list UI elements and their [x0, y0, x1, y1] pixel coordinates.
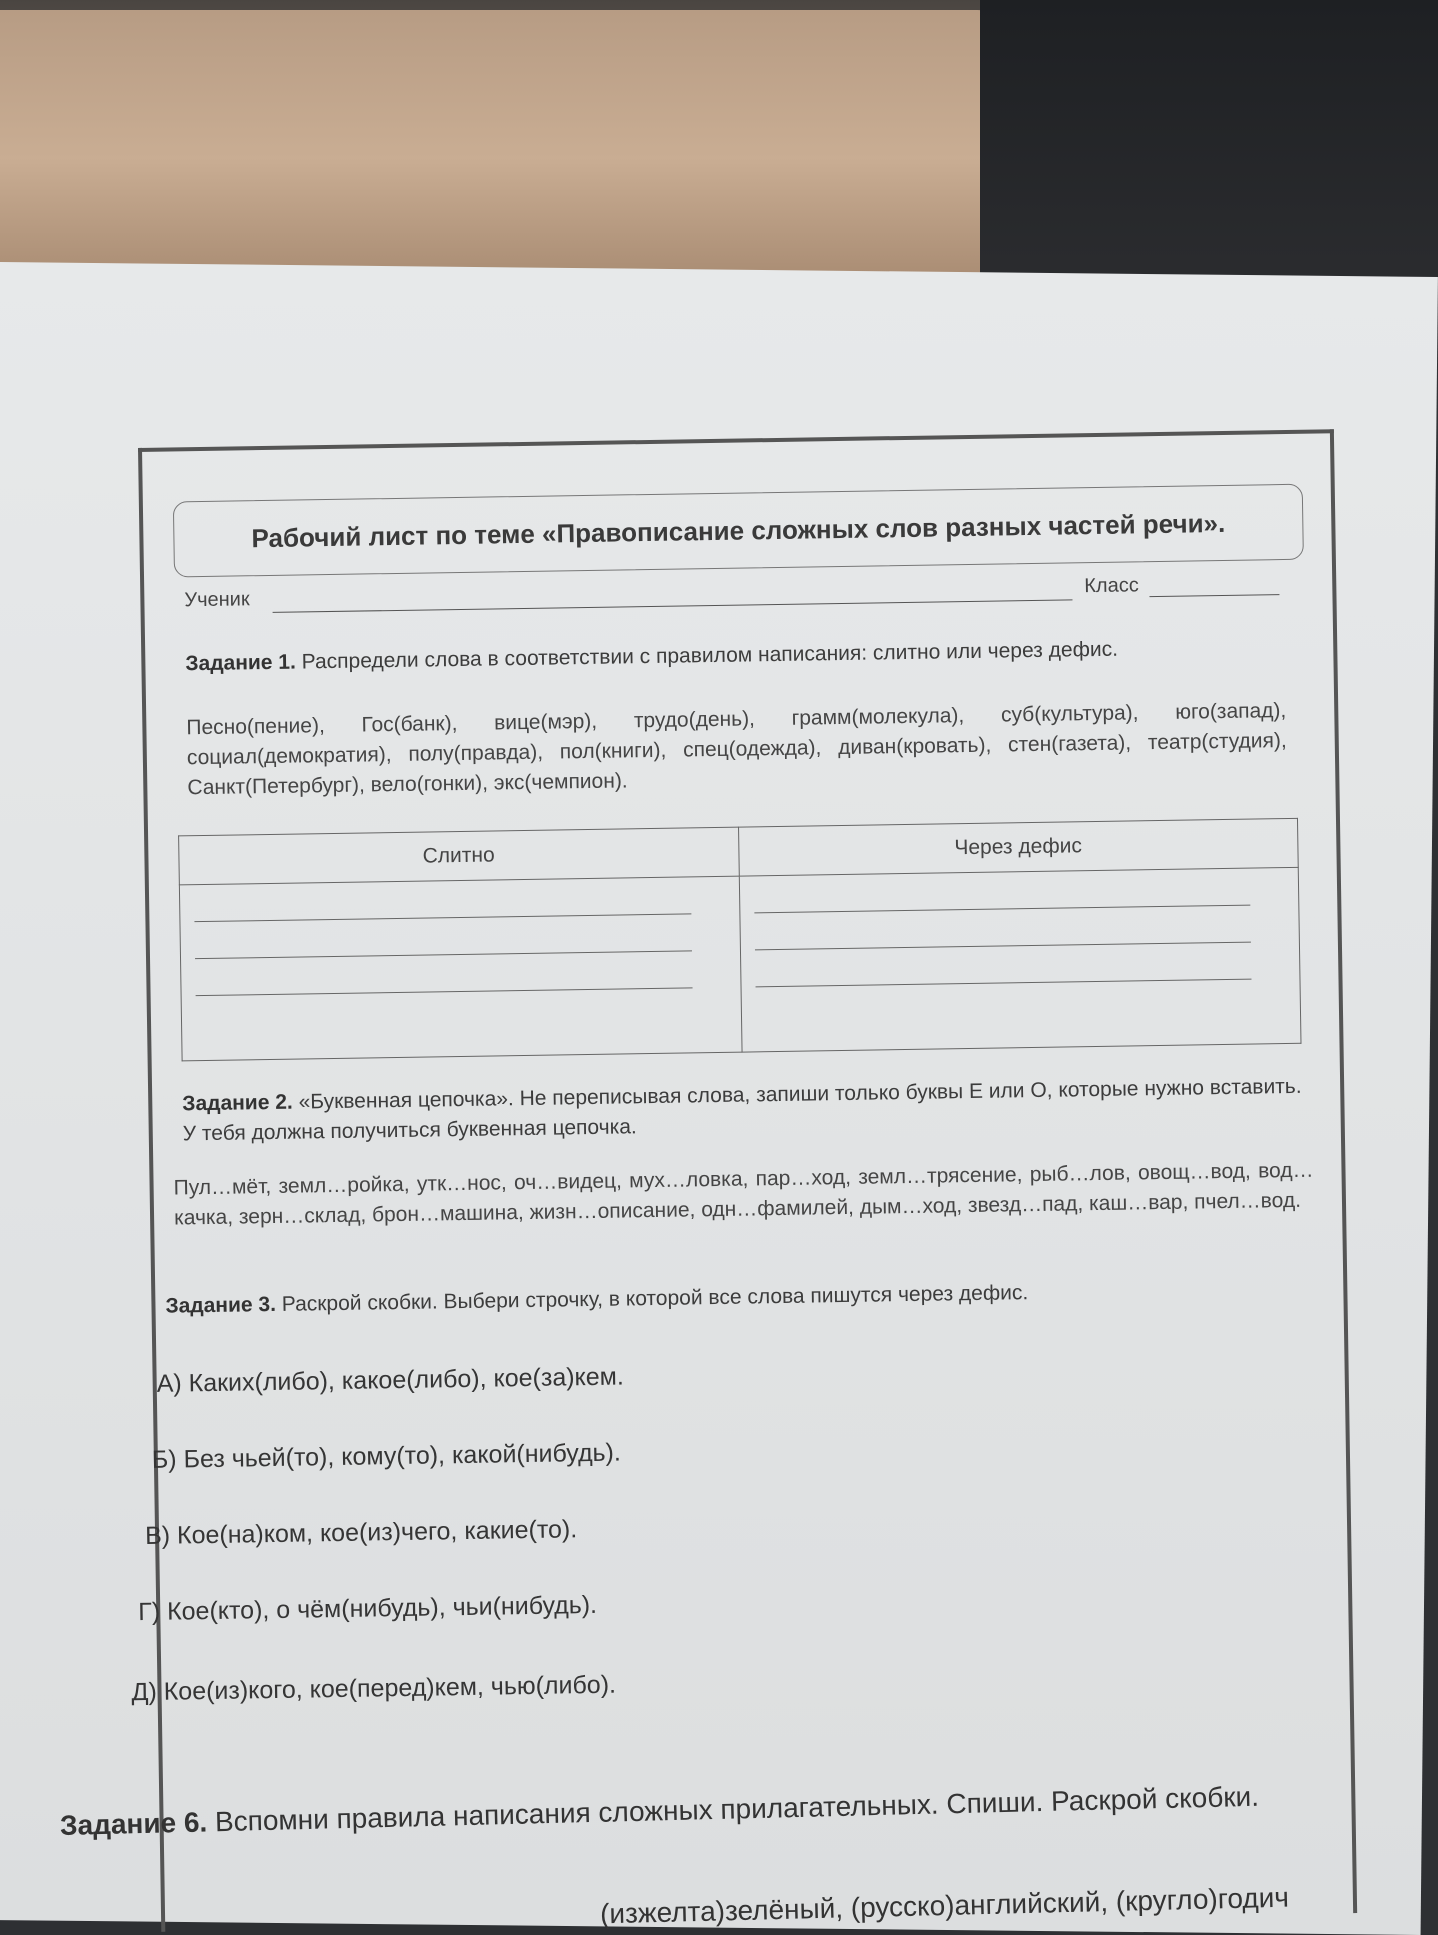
- column-header-hyphen: Через дефис: [738, 818, 1298, 876]
- class-label: Класс: [1084, 574, 1139, 598]
- background-shadow: [980, 0, 1438, 310]
- worksheet-title: Рабочий лист по теме «Правописание сложных слов разных частей речи».: [173, 484, 1304, 578]
- task2-instruction: «Буквенная цепочка». Не переписывая слова, запиши только буквы Е или О, которые нужно вставить. У тебя должна получиться буквенная цепочка.: [182, 1074, 1302, 1146]
- answer-line[interactable]: [195, 951, 692, 996]
- task3-label: Задание 3.: [165, 1292, 277, 1318]
- task3-instruction: Раскрой скобки. Выбери строчку, в которой все слова пишутся через дефис.: [281, 1281, 1029, 1316]
- task6-words: (изжелта)зелёный, (русско)английский, (кругло)годич: [599, 1881, 1290, 1930]
- task2-heading: [182, 1072, 1303, 1150]
- task2-words: Пул…мёт, земл…ройка, утк…нос, оч…видец, мух…ловка, пар…ход, земл…трясение, рыб…лов, овощ…вод, вод…качка, зерн…склад, брон…машина, жизн…описание, одн…фамилей, дым…ход, звезд…пад, каш…вар, пчел…вод.: [173, 1158, 1314, 1230]
- task1-words: Песно(пение), Гос(банк), вице(мэр), трудо(день), грамм(молекула), суб(культура), юго(запад), социал(демократия), полу(правда), пол(книги), спец(одежда), диван(кровать), стен(газета), театр(студия), Санкт(Петербург), вело(гонки), экс(чемпион).: [186, 698, 1287, 800]
- task1-heading: [185, 632, 1305, 680]
- student-name-line[interactable]: [273, 599, 1073, 613]
- column-together: [179, 876, 741, 1061]
- column-header-together: Слитно: [179, 827, 739, 885]
- task1-instruction: Распредели слова в соответствии с правилом написания: слитно или через дефис.: [301, 637, 1119, 674]
- student-label: Ученик: [184, 588, 250, 612]
- task3-option-b[interactable]: Б) Без чьей(то), кому(то), какой(нибудь).: [151, 1438, 622, 1474]
- answer-line[interactable]: [754, 943, 1251, 988]
- task6-instruction: Вспомни правила написания сложных прилагательных. Спиши. Раскрой скобки.: [214, 1780, 1260, 1838]
- column-hyphen: [739, 867, 1301, 1052]
- task3-option-a[interactable]: А) Каких(либо), какое(либо), кое(за)кем.: [156, 1362, 625, 1398]
- task3-option-c[interactable]: В) Кое(на)ком, кое(из)чего, какие(то).: [144, 1515, 578, 1551]
- task1-label: Задание 1.: [185, 650, 297, 676]
- background-chair: [0, 10, 1007, 280]
- task3-option-e[interactable]: Д) Кое(из)кого, кое(перед)кем, чью(либо).: [131, 1670, 617, 1707]
- task3-heading: [165, 1274, 1285, 1322]
- task2-label: Задание 2.: [182, 1090, 293, 1116]
- task3-option-d[interactable]: Г) Кое(кто), о чём(нибудь), чьи(нибудь).: [138, 1590, 598, 1627]
- class-line[interactable]: [1149, 594, 1279, 597]
- task6-label: Задание 6.: [59, 1806, 208, 1841]
- task1-table: [178, 818, 1301, 1062]
